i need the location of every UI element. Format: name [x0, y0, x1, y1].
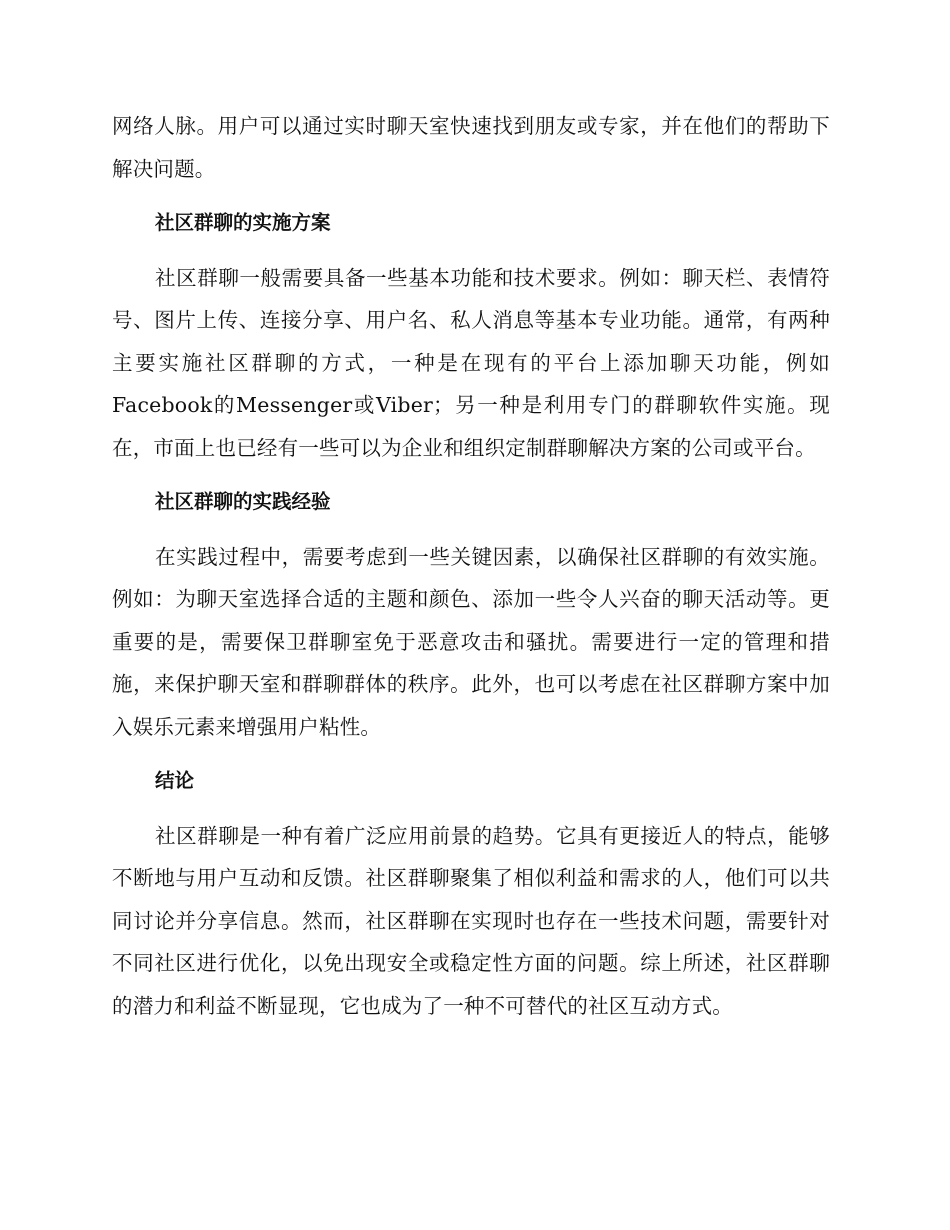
document-page [112, 105, 830, 1027]
practice-paragraph: 在实践过程中，需要考虑到一些关键因素，以确保社区群聊的有效实施。例如：为聊天室选择合适的主题和颜色、添加一些令人兴奋的聊天活动等。更重要的是，需要保卫群聊室免于恶意攻击和骚扰。需要进行一定的管理和措施，来保护聊天室和群聊群体的秩序。此外，也可以考虑在社区群聊方案中加入娱乐元素来增强用户粘性。 [112, 544, 830, 739]
implementation-paragraph: 社区群聊一般需要具备一些基本功能和技术要求。例如：聊天栏、表情符号、图片上传、连接分享、用户名、私人消息等基本专业功能。通常，有两种主要实施社区群聊的方式，一种是在现有的平台上添加聊天功能，例如Facebook的Messenger或Viber；另一种是利用专门的群聊软件实施。现在，市面上也已经有一些可以为企业和组织定制群聊解决方案的公司或平台。 [112, 265, 830, 460]
intro-paragraph: 网络人脉。用户可以通过实时聊天室快速找到朋友或专家，并在他们的帮助下解决问题。 [112, 114, 830, 181]
conclusion-paragraph: 社区群聊是一种有着广泛应用前景的趋势。它具有更接近人的特点，能够不断地与用户互动和反馈。社区群聊聚集了相似利益和需求的人，他们可以共同讨论并分享信息。然而，社区群聊在实现时也存在一些技术问题，需要针对不同社区进行优化，以免出现安全或稳定性方面的问题。综上所述，社区群聊的潜力和利益不断显现，它也成为了一种不可替代的社区互动方式。 [112, 823, 830, 1018]
section-heading-practice: 社区群聊的实践经验 [155, 490, 331, 513]
section-heading-conclusion: 结论 [155, 769, 195, 792]
section-heading-implementation: 社区群聊的实施方案 [155, 211, 331, 234]
